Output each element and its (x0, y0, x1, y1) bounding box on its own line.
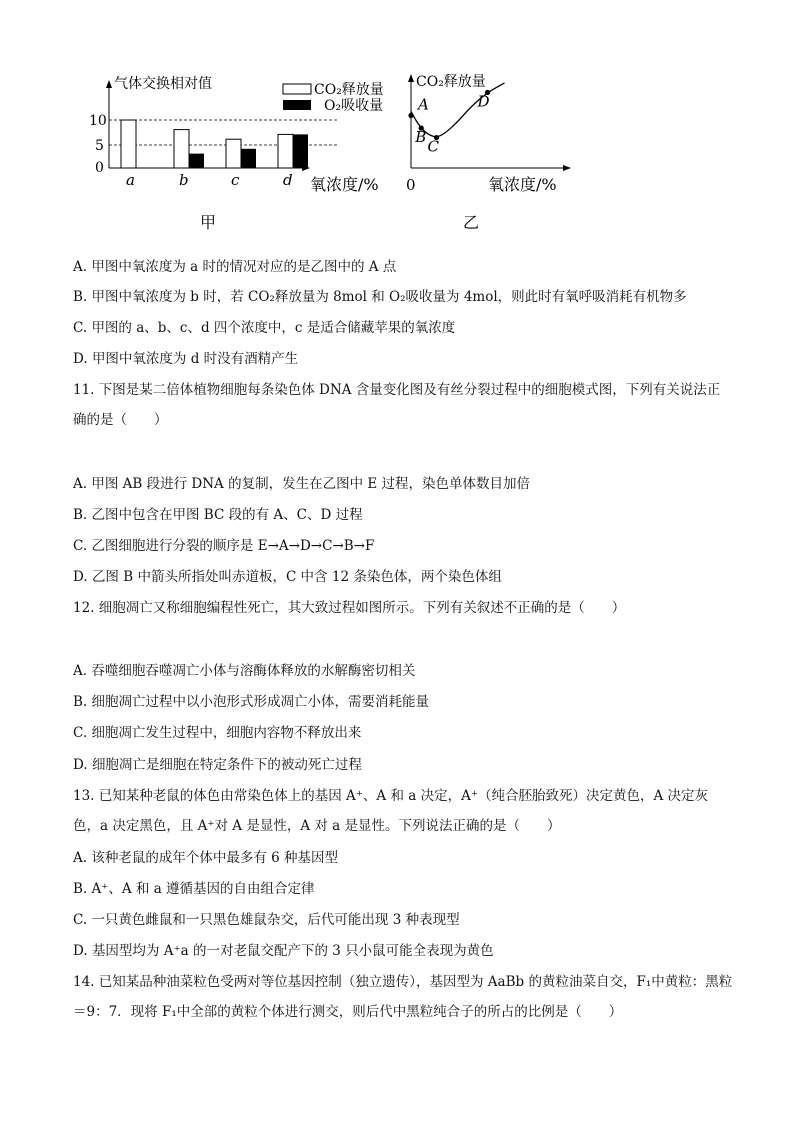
option-text: 乙图中包含在甲图 BC 段的有 A、C、D 过程 (91, 507, 363, 523)
category-label-d: d (283, 171, 293, 189)
legend-co2-swatch (283, 84, 311, 94)
bar-co2-b (174, 130, 189, 168)
option-text: 细胞凋亡过程中以小泡形式形成凋亡小体，需要消耗能量 (91, 694, 430, 710)
option-text: 该种老鼠的成年个体中最多有 6 种基因型 (91, 850, 339, 866)
jia-bars (121, 120, 308, 189)
chart-yi (406, 74, 571, 232)
q11-option-b (73, 506, 733, 524)
jia-tick-5: 5 (95, 138, 104, 154)
q12-option-c (73, 724, 733, 742)
q10-option-a (73, 258, 733, 276)
bar-co2-a (121, 120, 136, 168)
q10-option-d (73, 350, 733, 368)
option-label: B. (73, 289, 88, 305)
q12-option-b (73, 693, 733, 711)
yi-points (408, 90, 490, 156)
option-label: B. (73, 881, 88, 897)
option-label: A. (73, 476, 88, 492)
option-label: A. (73, 850, 88, 866)
q10-option-b (73, 288, 733, 306)
option-label: C. (73, 912, 88, 928)
option-label: D. (73, 943, 88, 959)
q13-option-a (73, 849, 733, 867)
bar-co2-c (226, 139, 241, 168)
option-label: D. (73, 757, 88, 773)
q10-option-c (73, 319, 733, 337)
q12-option-a (73, 662, 733, 680)
category-label-a: a (126, 171, 135, 189)
chart-jia (89, 75, 384, 232)
bar-o2-c (241, 149, 256, 168)
option-text: 乙图细胞进行分裂的顺序是 E→A→D→C→B→F (91, 538, 375, 554)
q14-stem: 14. 已知某品种油菜粒色受两对等位基因控制（独立遗传），基因型为 AaBb 的黄粒油菜自交，F₁中黄粒：黑粒＝9：7．现将 F₁中全部的黄粒个体进行测交，则后代中黑粒纯合子的所占的比例是（ ） (73, 974, 733, 1020)
option-label: C. (73, 725, 88, 741)
option-text: 甲图 AB 段进行 DNA 的复制，发生在乙图中 E 过程，染色单体数目加倍 (91, 476, 531, 492)
bar-o2-d (293, 134, 308, 168)
point-A (408, 113, 413, 118)
q11-option-c (73, 537, 733, 555)
option-text: 甲图的 a、b、c、d 四个浓度中，c 是适合储藏苹果的氧浓度 (91, 320, 456, 336)
option-label: A. (73, 259, 88, 275)
option-text: 甲图中氧浓度为 b 时，若 CO₂释放量为 8mol 和 O₂吸收量为 4mol，则此时有氧呼吸消耗有机物多 (91, 289, 687, 305)
yi-x-arrow (563, 165, 571, 171)
option-text: 甲图中氧浓度为 d 时没有酒精产生 (91, 351, 299, 367)
bar-co2-d (278, 134, 293, 168)
q13-stem: 13. 已知某种老鼠的体色由常染色体上的基因 A⁺、A 和 a 决定，A⁺（纯合胚胎致死）决定黄色，A 决定灰色，a 决定黑色，且 A⁺对 A 是显性，A 对 a 是显性。下列说法正确的是（ ） (73, 788, 709, 834)
q11-option-d (73, 568, 733, 586)
option-text: 细胞凋亡发生过程中，细胞内容物不释放出来 (91, 725, 362, 741)
point-label-B: B (415, 128, 427, 147)
point-label-D: D (477, 92, 490, 111)
category-label-c: c (231, 171, 240, 189)
q13-option-b (73, 880, 733, 898)
option-label: D. (73, 351, 88, 367)
yi-ylabel: CO₂释放量 (416, 74, 486, 90)
figure-svg (80, 68, 600, 243)
option-text: 基因型均为 A⁺a 的一对老鼠交配产下的 3 只小鼠可能全表现为黄色 (91, 943, 494, 959)
option-label: A. (73, 663, 88, 679)
option-text: 一只黄色雌鼠和一只黑色雄鼠杂交，后代可能出现 3 种表现型 (91, 912, 460, 928)
bar-o2-b (189, 154, 204, 168)
q13-option-d (73, 942, 733, 960)
jia-xlabel: 氧浓度/% (310, 175, 379, 194)
jia-tick-10: 10 (89, 113, 107, 129)
option-label: B. (73, 694, 88, 710)
q12-option-d (73, 756, 733, 774)
yi-y-arrow (408, 74, 414, 82)
legend-co2-label: CO₂释放量 (314, 82, 384, 98)
option-label: C. (73, 320, 88, 336)
legend-o2-label: O₂吸收量 (324, 98, 384, 114)
yi-xlabel: 氧浓度/% (488, 175, 557, 194)
q11-stem: 11. 下图是某二倍体植物细胞每条染色体 DNA 含量变化图及有丝分裂过程中的细胞模式图，下列有关说法正确的是（ ） (73, 382, 721, 428)
category-label-b: b (179, 171, 189, 189)
point-label-A: A (418, 95, 429, 114)
option-label: C. (73, 538, 88, 554)
jia-ylabel: 气体交换相对值 (114, 76, 212, 92)
point-label-C: C (427, 137, 439, 156)
jia-y-arrow (106, 80, 112, 88)
option-text: 甲图中氧浓度为 a 时的情况对应的是乙图中的 A 点 (91, 259, 397, 275)
figures (80, 68, 600, 243)
option-label: B. (73, 507, 88, 523)
q12-stem: 12. 细胞凋亡又称细胞编程性死亡，其大致过程如图所示。下列有关叙述不正确的是（ ） (73, 600, 626, 616)
option-label: D. (73, 569, 88, 585)
option-text: A⁺、A 和 a 遵循基因的自由组合定律 (91, 881, 315, 897)
q13-option-c (73, 911, 733, 929)
caption-yi: 乙 (463, 213, 480, 232)
legend-o2-swatch (283, 100, 311, 110)
q11-option-a (73, 475, 733, 493)
option-text: 乙图 B 中箭头所指处叫赤道板，C 中含 12 条染色体，两个染色体组 (91, 569, 502, 585)
jia-tick-0: 0 (95, 160, 104, 176)
option-text: 吞噬细胞吞噬凋亡小体与溶酶体释放的水解酶密切相关 (91, 663, 416, 679)
caption-jia: 甲 (200, 213, 217, 232)
yi-origin-label: 0 (406, 176, 416, 194)
option-text: 细胞凋亡是细胞在特定条件下的被动死亡过程 (91, 757, 362, 773)
